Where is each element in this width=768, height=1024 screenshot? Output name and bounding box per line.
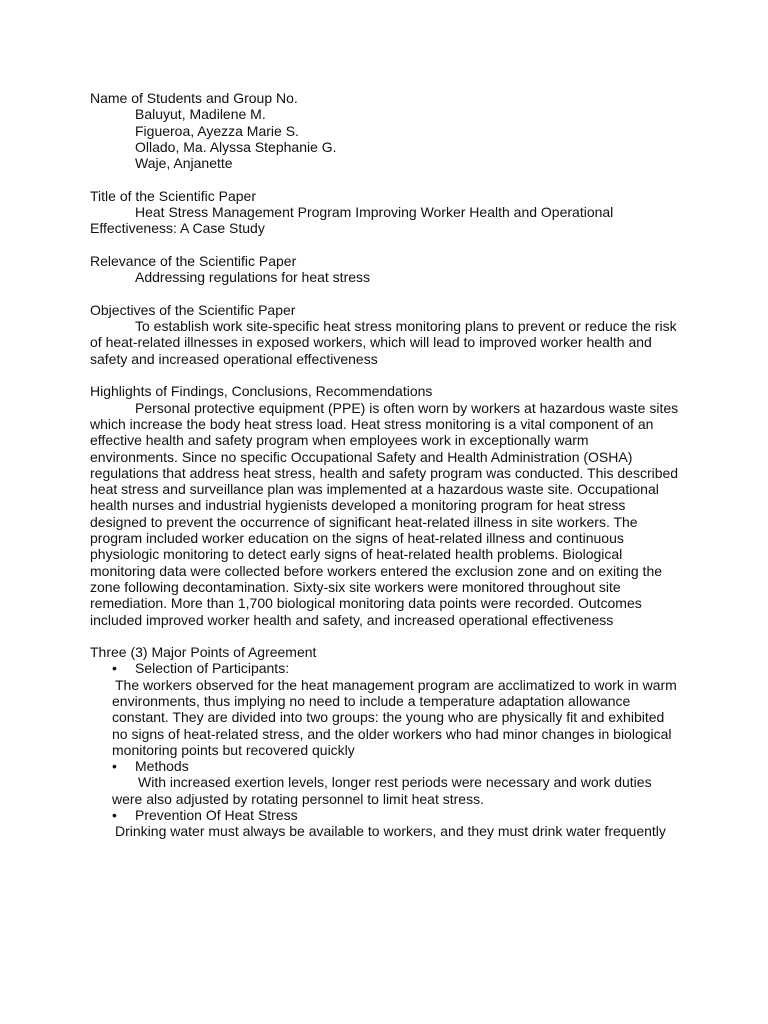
relevance-section <box>90 253 680 286</box>
relevance-heading: Relevance of the Scientific Paper <box>90 252 297 269</box>
student-name: Ollado, Ma. Alyssa Stephanie G. <box>135 138 337 155</box>
bullet-icon: • <box>112 758 117 775</box>
bullet-text: With increased exertion levels, longer rest periods were necessary and work duties were also adjusted by rotating personnel to limit heat stress. <box>112 774 652 807</box>
relevance-text: Addressing regulations for heat stress <box>135 269 371 286</box>
paper-title: Heat Stress Management Program Improving Worker Health and Operational Effectiveness: A Case Study <box>90 204 614 237</box>
bullet-icon: • <box>112 807 117 824</box>
highlights-heading: Highlights of Findings, Conclusions, Recommendations <box>90 383 433 400</box>
bullet-title: Prevention Of Heat Stress <box>135 807 298 824</box>
students-section <box>90 90 680 171</box>
agreement-section <box>90 644 680 840</box>
bullet-heading <box>90 758 680 774</box>
student-name: Figueroa, Ayezza Marie S. <box>135 122 299 139</box>
student-name: Waje, Anjanette <box>135 155 233 172</box>
student-name: Baluyut, Madilene M. <box>135 106 266 123</box>
agreement-list <box>90 660 680 839</box>
bullet-heading <box>90 807 680 823</box>
title-section <box>90 188 680 237</box>
bullet-text: The workers observed for the heat management program are acclimatized to work in warm environments, thus implying no need to include a temperature adaptation allowance constant. They are divided into two groups: the young who are physically fit and exhibited no signs of heat-related stress, and the older workers who had minor changes in biological monitoring points but recovered quickly <box>112 676 677 758</box>
title-heading: Title of the Scientific Paper <box>90 187 257 204</box>
bullet-title: Methods <box>135 758 189 775</box>
list-item <box>90 758 680 807</box>
students-heading: Name of Students and Group No. <box>90 90 298 106</box>
document-page <box>90 90 680 856</box>
bullet-heading <box>90 660 680 676</box>
bullet-text: Drinking water must always be available to workers, and they must drink water frequently <box>115 823 666 840</box>
objectives-heading: Objectives of the Scientific Paper <box>90 301 296 318</box>
highlights-text: Personal protective equipment (PPE) is often worn by workers at hazardous waste sites which increase the body heat stress load. Heat stress monitoring is a vital component of an effective health and safety program when employees work in exceptionally warm environments. Since no specific Occupational Safety and Health Administration (OSHA) regulations that address heat stress, health and safety program was conducted. This described heat stress and surveillance plan was implemented at a hazardous waste site. Occupational health nurses and industrial hygienists developed a monitoring program for heat stress designed to prevent the occurrence of significant heat-related illness in site workers. The program included worker education on the signs of heat-related illness and continuous physiologic monitoring to detect early signs of heat-related health problems. Biological monitoring data were collected before workers entered the exclusion zone and on exiting the zone following decontamination. Sixty-six site workers were monitored throughout site remediation. More than 1,700 biological monitoring data points were recorded. Outcomes included improved worker health and safety, and increased operational effectiveness <box>90 399 679 628</box>
bullet-title: Selection of Participants: <box>135 660 290 677</box>
highlights-section <box>90 383 680 627</box>
objectives-section <box>90 302 680 367</box>
agreement-heading: Three (3) Major Points of Agreement <box>90 644 317 661</box>
objectives-text: To establish work site-specific heat stress monitoring plans to prevent or reduce the risk of heat-related illnesses in exposed workers, which will lead to improved worker health and safety and increased operational effectiveness <box>90 318 677 367</box>
list-item <box>90 660 680 758</box>
list-item <box>90 807 680 840</box>
bullet-icon: • <box>112 660 117 677</box>
